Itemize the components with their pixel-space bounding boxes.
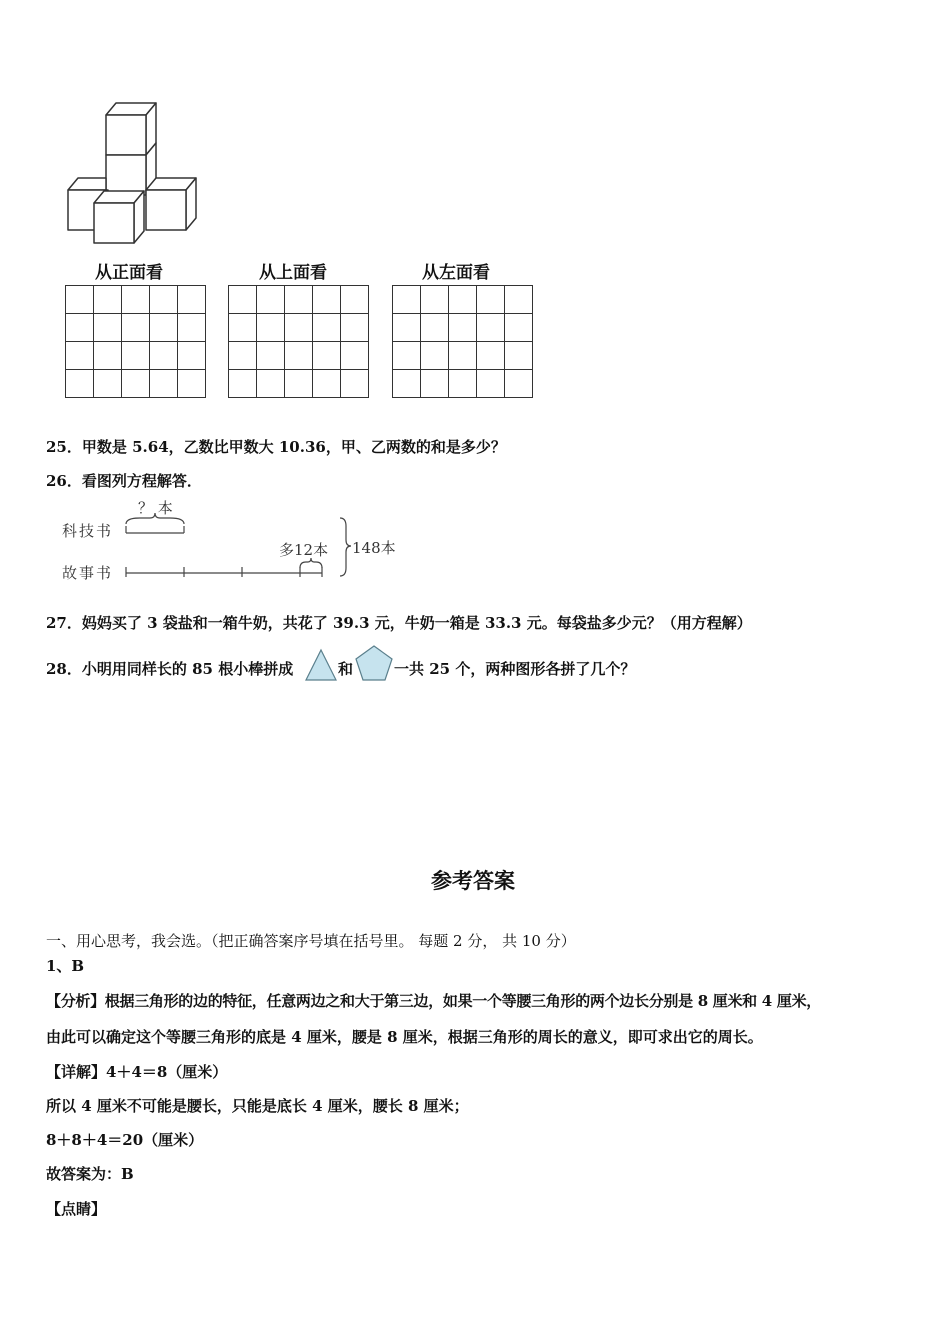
detail-line-3: 8＋8＋4＝20（厘米） bbox=[46, 1131, 204, 1149]
conclusion: 故答案为：B bbox=[46, 1165, 134, 1183]
answers-section-1: 一、用心思考，我会选。（把正确答案序号填在括号里。 每题 2 分， 共 10 分） bbox=[46, 932, 576, 950]
answers-title: 参考答案 bbox=[431, 869, 515, 893]
cube-stack-figure bbox=[64, 98, 204, 248]
point-heading: 【点睛】 bbox=[46, 1200, 107, 1218]
question-28-part1: 28．小明用同样长的 85 根小棒拼成 bbox=[46, 660, 294, 678]
left-view-label: 从左面看 bbox=[422, 263, 490, 283]
pentagon-icon bbox=[354, 644, 394, 682]
question-28-part2: 和 bbox=[338, 660, 354, 678]
story-book-label: 故事书 bbox=[62, 564, 114, 582]
more-books-label: 多12本 bbox=[279, 541, 329, 559]
top-view-grid[interactable] bbox=[228, 285, 369, 398]
answer-1: 1、B bbox=[46, 957, 85, 975]
question-25: 25．甲数是 5.64，乙数比甲数大 10.36，甲、乙两数的和是多少？ bbox=[46, 438, 506, 456]
line-diagram-26 bbox=[60, 496, 420, 588]
analysis-line-1: 【分析】根据三角形的边的特征，任意两边之和大于第三边，如果一个等腰三角形的两个边长分别是 8 厘米和 4 厘米， bbox=[46, 992, 821, 1010]
question-26: 26．看图列方程解答． bbox=[46, 472, 202, 490]
analysis-line-2: 由此可以确定这个等腰三角形的底是 4 厘米，腰是 8 厘米，根据三角形的周长的意义，即可求出它的周长。 bbox=[46, 1028, 763, 1046]
front-view-label: 从正面看 bbox=[95, 263, 163, 283]
total-books-label: 148本 bbox=[352, 539, 396, 557]
detail-line-1: 【详解】4＋4＝8（厘米） bbox=[46, 1063, 228, 1081]
detail-line-2: 所以 4 厘米不可能是腰长，只能是底长 4 厘米，腰长 8 厘米； bbox=[46, 1097, 469, 1115]
question-28 bbox=[46, 644, 926, 684]
unknown-books-label: ？ 本 bbox=[138, 499, 173, 517]
question-28-part3: 一共 25 个，两种图形各拼了几个？ bbox=[394, 660, 636, 678]
top-view-label: 从上面看 bbox=[259, 263, 327, 283]
triangle-icon bbox=[304, 648, 338, 682]
question-27: 27．妈妈买了 3 袋盐和一箱牛奶，共花了 39.3 元，牛奶一箱是 33.3 元。每袋盐多少元？（用方程解） bbox=[46, 614, 752, 632]
left-view-grid[interactable] bbox=[392, 285, 533, 398]
front-view-grid[interactable] bbox=[65, 285, 206, 398]
sci-book-label: 科技书 bbox=[62, 522, 114, 540]
